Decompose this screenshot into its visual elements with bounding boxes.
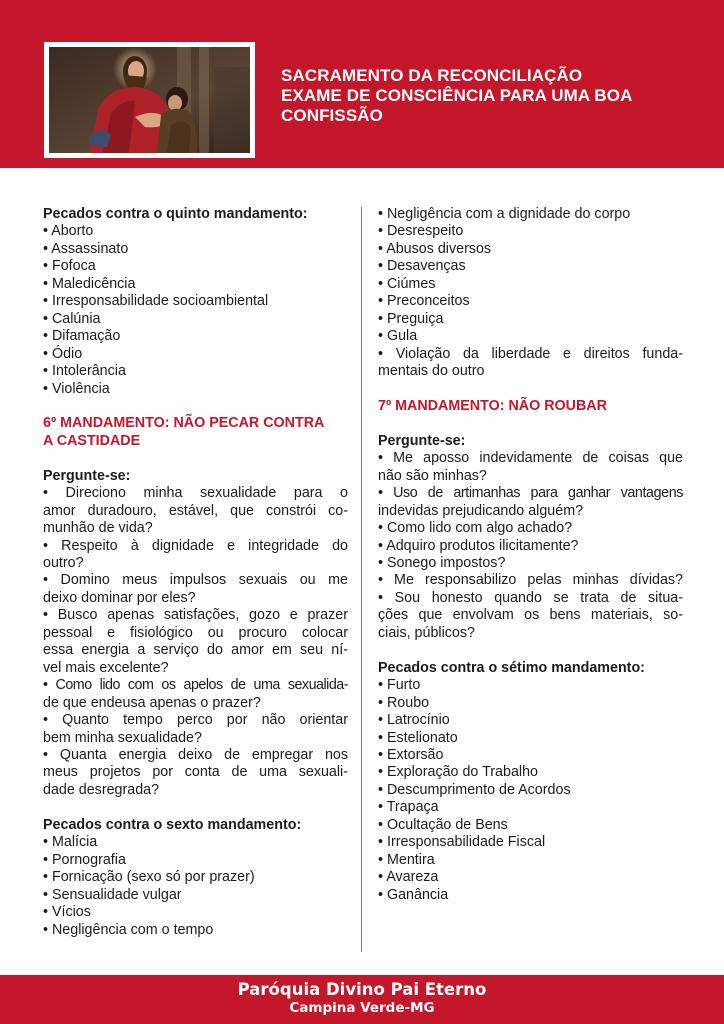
- commandment-7-title: 7º MANDAMENTO: NÃO ROUBAR: [378, 397, 607, 414]
- footer-banner: [0, 975, 724, 1024]
- list-item: • Descumprimento de Acordos: [378, 781, 571, 798]
- ask-yourself-label: Pergunte-se:: [43, 467, 131, 484]
- list-item: • Negligência com o tempo: [43, 921, 214, 938]
- fifth-sins-list: [43, 223, 348, 398]
- list-item: • Maledicência: [43, 275, 136, 292]
- list-item: • Intolerância: [43, 363, 126, 380]
- list-item: • Pornografia: [43, 851, 126, 868]
- question-line: outro?: [43, 555, 84, 572]
- question-line: munhão de vida?: [43, 520, 153, 537]
- question-line: • Quanta energia deixo de empregar nos: [43, 747, 348, 764]
- list-item: • Preguiça: [378, 310, 444, 327]
- commandment-6-title: 6º MANDAMENTO: NÃO PECAR CONTRA: [43, 415, 325, 432]
- list-item: • Irresponsabilidade Fiscal: [378, 834, 546, 851]
- question-line: • Como lido com algo achado?: [378, 520, 573, 537]
- title-line-3: CONFISSÃO: [281, 106, 383, 125]
- section-heading-seventh: Pecados contra o sétimo mandamento:: [378, 659, 645, 676]
- list-item: • Mentira: [378, 851, 435, 868]
- list-item: • Negligência com a dignidade do corpo: [378, 206, 631, 222]
- question-line: • Sou honesto quando se trata de situa-: [378, 589, 683, 606]
- question-line: bem minha sexualidade?: [43, 729, 202, 746]
- painting-image: [49, 47, 250, 153]
- question-line: meus projetos por conta de uma sexuali-: [43, 764, 348, 781]
- question-line: • Sonego impostos?: [378, 555, 506, 572]
- question-line: • Como lido com os apelos de uma sexualida-: [43, 677, 348, 694]
- parish-name: Paróquia Divino Pai Eterno: [237, 980, 487, 999]
- question-line: dade desregrada?: [43, 781, 160, 798]
- question-line: de que endeusa apenas o prazer?: [43, 694, 261, 711]
- question-line: • Me responsabilizo pelas minhas dívidas?: [378, 572, 683, 589]
- list-item: mentais do outro: [378, 363, 485, 380]
- list-item: • Roubo: [378, 694, 430, 711]
- list-item: • Difamação: [43, 328, 121, 345]
- list-item: • Gula: [378, 328, 418, 345]
- question-line: • Busco apenas satisfações, gozo e prazer: [43, 607, 348, 624]
- list-item: • Latrocínio: [378, 712, 450, 729]
- questions-7-list: [378, 450, 683, 642]
- list-item: • Fofoca: [43, 258, 96, 275]
- list-item: • Malícia: [43, 834, 98, 851]
- list-item: • Preconceitos: [378, 293, 470, 310]
- list-item: • Estelionato: [378, 729, 458, 746]
- list-item: • Desavenças: [378, 258, 466, 275]
- title-line-1: SACRAMENTO DA RECONCILIAÇÃO: [281, 66, 583, 85]
- list-item: • Aborto: [43, 223, 94, 240]
- list-item: • Ganância: [378, 886, 449, 903]
- list-item: • Sensualidade vulgar: [43, 886, 182, 903]
- right-column: [378, 206, 683, 904]
- header-painting: [44, 42, 255, 158]
- section-heading-sixth: Pecados contra o sexto mandamento:: [43, 816, 302, 833]
- list-item: • Avareza: [378, 869, 439, 886]
- list-item: • Desrespeito: [378, 223, 464, 240]
- list-item: • Fornicação (sexo só por prazer): [43, 869, 255, 886]
- list-item: • Trapaça: [378, 799, 439, 816]
- section-heading-fifth: Pecados contra o quinto mandamento:: [43, 206, 308, 222]
- seventh-sins-list: [378, 677, 683, 904]
- list-item: • Assassinato: [43, 240, 129, 257]
- question-line: amor duradouro, estável, que constrói co-: [43, 502, 348, 519]
- question-line: não são minhas?: [378, 467, 487, 484]
- list-item: • Furto: [378, 677, 421, 694]
- list-item: • Exploração do Trabalho: [378, 764, 538, 781]
- list-item: • Calúnia: [43, 310, 101, 327]
- question-line: • Respeito à dignidade e integridade do: [43, 537, 348, 554]
- question-line: deixo dominar por eles?: [43, 589, 196, 606]
- question-line: ções que envolvam os bens materiais, so-: [378, 607, 683, 624]
- column-divider: [361, 207, 362, 952]
- question-line: • Quanto tempo perco por não orientar: [43, 712, 348, 729]
- sixth-sins-list: [43, 834, 348, 939]
- question-line: essa energia a serviço do amor em seu ní-: [43, 642, 348, 659]
- list-item: • Extorsão: [378, 747, 444, 763]
- question-line: indevidas prejudicando alguém?: [378, 502, 584, 519]
- title-line-2: EXAME DE CONSCIÊNCIA PARA UMA BOA: [281, 86, 633, 105]
- question-line: pessoal e fisiológico ou procuro colocar: [43, 624, 348, 641]
- list-item: • Violação da liberdade e direitos funda-: [378, 345, 683, 362]
- list-item: • Irresponsabilidade socioambiental: [43, 293, 269, 310]
- question-line: • Adquiro produtos ilicitamente?: [378, 537, 579, 554]
- commandment-6-title-cont: A CASTIDADE: [43, 432, 141, 449]
- list-item: • Abusos diversos: [378, 240, 492, 257]
- question-line: • Domino meus impulsos sexuais ou me: [43, 572, 348, 589]
- questions-6-list: [43, 485, 348, 799]
- list-item: • Ódio: [43, 345, 83, 362]
- page-title: [281, 66, 701, 126]
- list-item: • Violência: [43, 380, 110, 397]
- sixth-sins-list-cont: [378, 206, 683, 381]
- header-banner: [0, 0, 724, 168]
- list-item: • Ciúmes: [378, 275, 436, 292]
- list-item: • Ocultação de Bens: [378, 816, 508, 833]
- left-column: [43, 206, 348, 939]
- question-line: • Me aposso indevidamente de coisas que: [378, 450, 683, 467]
- question-line: • Direciono minha sexualidade para o: [43, 485, 348, 502]
- list-item: • Vícios: [43, 904, 91, 921]
- parish-city: Campina Verde-MG: [289, 1000, 435, 1016]
- question-line: ciais, públicos?: [378, 624, 475, 641]
- question-line: • Uso de artimanhas para ganhar vantagens: [378, 485, 683, 502]
- ask-yourself-label: Pergunte-se:: [378, 432, 466, 449]
- question-line: vel mais excelente?: [43, 659, 169, 676]
